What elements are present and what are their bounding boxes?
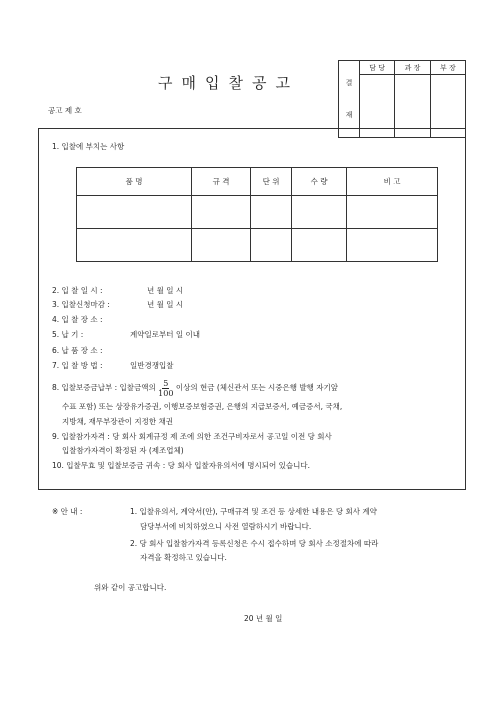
closing-statement: 위와 같이 공고합니다. [94, 583, 167, 592]
item-10: 10. 입찰무효 및 입찰보증금 귀속 : 당 회사 입찰자유의서에 명시되어 있습니다. [52, 461, 311, 470]
item-8-line-2: 수표 포함) 또는 상장유가증권, 이행보증보험증권, 은행의 지급보증서, 예금증서, 국채, [62, 402, 343, 411]
item-5-label: 5. 납 기 : [52, 330, 84, 339]
table-cell[interactable] [292, 196, 347, 229]
table-row [77, 229, 438, 262]
fraction [158, 379, 173, 398]
table-cell[interactable] [347, 196, 438, 229]
item-5-value: 계약일로부터 일 이내 [130, 330, 200, 339]
item-6-label: 6. 납 품 장 소 : [52, 346, 103, 355]
table-cell[interactable] [192, 229, 251, 262]
note-1-line-1: 1. 입찰유의서, 계약서(안), 구매규격 및 조건 등 상세한 내용은 당 회사 계약 [130, 507, 377, 516]
table-cell[interactable] [77, 229, 192, 262]
table-row [77, 196, 438, 229]
page-title: 구매입찰공고 [158, 74, 299, 92]
fraction-denominator: 100 [158, 388, 174, 398]
approval-side-cell [339, 61, 360, 138]
item-9-line-2: 입찰참가자격이 확정된 자 (제조업체) [62, 446, 184, 455]
approval-col-manager: 과 장 [395, 61, 430, 75]
item-8-suffix: 이상의 현금 (체신관서 또는 시중은행 발행 자기앞 [175, 383, 338, 392]
note-2-line-2: 자격을 확정하고 있습니다. [140, 553, 227, 562]
table-cell[interactable] [347, 229, 438, 262]
item-3-value: 년 월 일 시 [147, 300, 184, 309]
approval-side-label-2: 재 [345, 111, 353, 119]
date-line: 20 년 월 일 [244, 614, 283, 623]
item-2-value: 년 월 일 시 [147, 286, 184, 295]
table-cell[interactable] [251, 196, 292, 229]
table-cell[interactable] [77, 196, 192, 229]
fraction-numerator: 5 [163, 378, 169, 388]
notes-prefix: ※ 안 내 : [52, 507, 83, 516]
table-cell[interactable] [251, 229, 292, 262]
col-header-quantity: 수 량 [292, 168, 347, 196]
item-8-line-3: 지방채, 재무부장관이 지정한 채권 [62, 417, 173, 426]
item-8-prefix: 8. 입찰보증금납부 : 입찰금액의 [52, 383, 156, 392]
col-header-item-name: 품 명 [77, 168, 192, 196]
col-header-unit: 단 위 [251, 168, 292, 196]
note-1-line-2: 담당부서에 비치하였으니 사전 열람하시기 바랍니다. [140, 522, 312, 531]
item-9-line-1: 9. 입찰참가자격 : 당 회사 회계규정 제 조에 의한 조건구비자로서 공고일 이전 당 회사 [52, 432, 332, 441]
approval-side-label-1: 결 [345, 79, 353, 87]
items-table [76, 167, 438, 262]
col-header-spec: 규 격 [192, 168, 251, 196]
approval-col-staff: 담 당 [360, 61, 395, 75]
item-7-value: 일반경쟁입찰 [130, 361, 174, 370]
table-cell[interactable] [192, 196, 251, 229]
item-7-label: 7. 입 찰 방 법 : [52, 361, 103, 370]
approval-col-director: 부 장 [430, 61, 465, 75]
section1-heading: 1. 입찰에 부치는 사항 [52, 142, 125, 151]
item-3-label: 3. 입찰신청마감 : [52, 300, 110, 309]
item-4-label: 4. 입 찰 장 소 : [52, 315, 103, 324]
approval-table [338, 60, 466, 138]
item-8-line-1 [52, 377, 338, 399]
note-2-line-1: 2. 당 회사 입찰참가자격 등록신청은 수시 접수하며 당 회사 소정절차에 따라 [130, 539, 379, 548]
table-cell[interactable] [292, 229, 347, 262]
col-header-remarks: 비 고 [347, 168, 438, 196]
item-2-label: 2. 입 찰 일 시 : [52, 286, 103, 295]
notice-number-label: 공고 제 호 [48, 106, 82, 115]
